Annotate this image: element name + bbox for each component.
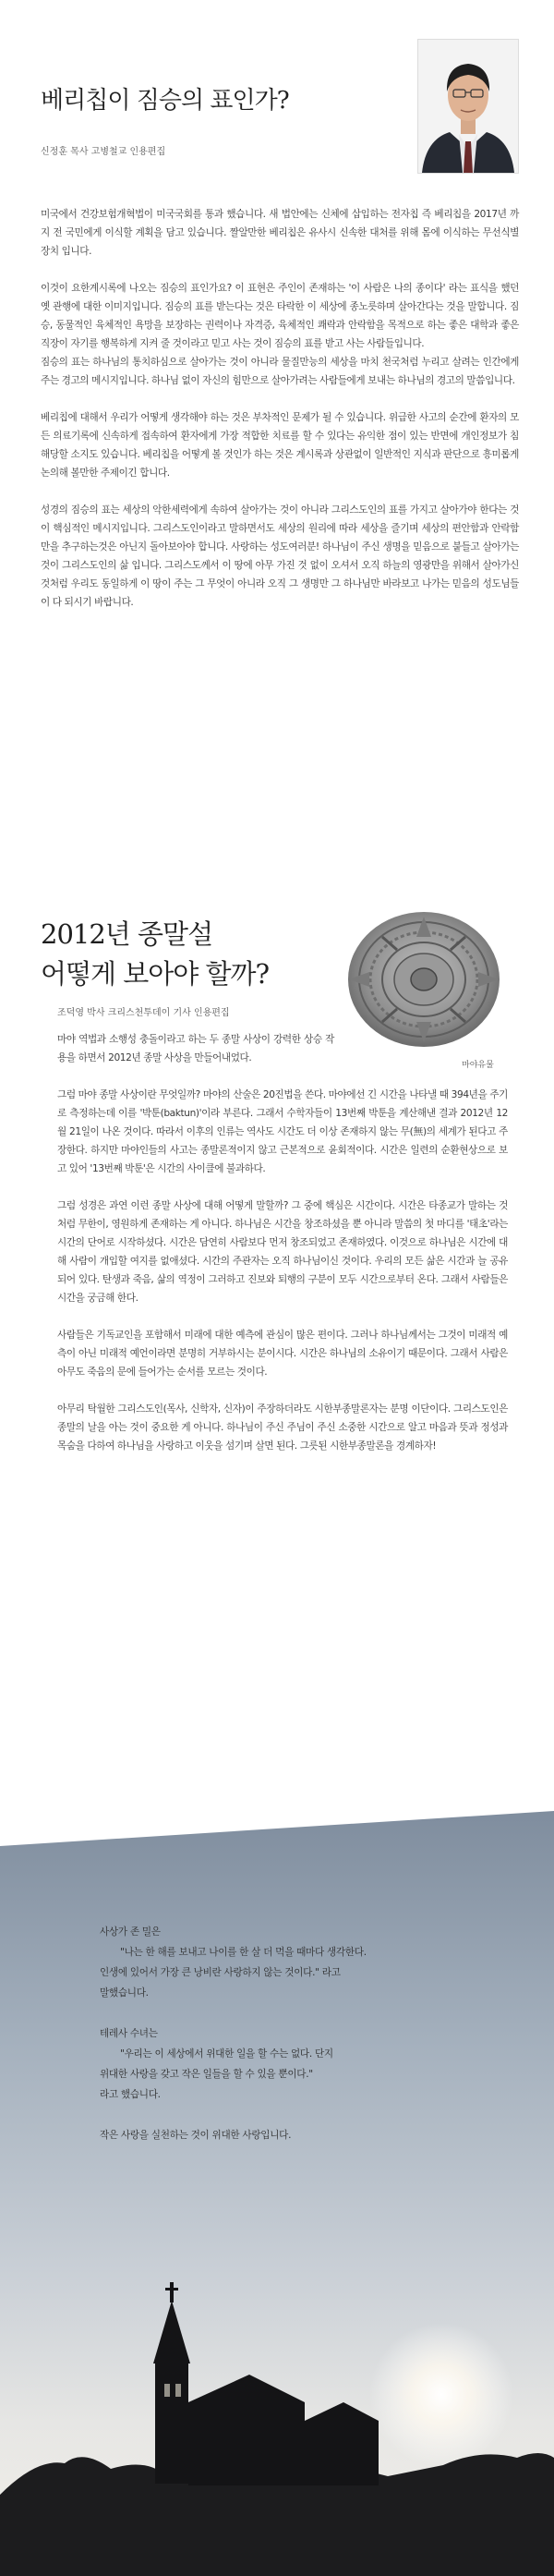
- quote-line: 라고 했습니다.: [100, 2089, 161, 2100]
- quote-text: [100, 1922, 432, 2145]
- article-title: 베리칩이 짐승의 표인가?: [41, 87, 289, 115]
- paragraph: 아무리 탁월한 그리스도인(목사, 신학자, 신자)이 주장하더라도 시한부종말론자는 분명 이단이다. 그리스도인은 종말의 날을 아는 것이 중요한 게 아니다. 하나님이 주신 주님이 주신 소중한 시간으로 알고 마음과 뜻과 정성과 목숨을 다하여 하나님을 사랑하고 이웃을 섬기며 살면 된다. 그릇된 시한부종말론을 경계하자!: [57, 1403, 508, 1452]
- paragraph: 성경의 짐승의 표는 세상의 악한세력에게 속하여 살아가는 것이 아니라 그리스도인의 표를 가지고 살아가야 한다는 것이 핵심적인 메시지입니다. 그리스도인이라고 말하면서도 세상의 원리에 따라 세상을 즐기며 세상의 편안함과 안락함만을 추구하는것은 아닌지 돌아보아야 합니다. 사랑하는 성도여러분! 하나님이 주신 생명을 믿음으로 붙들고 살아가는 것이 그리스도인의 삶 입니다. 그리스도께서 이 땅에 아무 가진 것 없이 오셔서 오직 하늘의 영광만을 위해서 살아가신 것처럼 우리도 동일하게 이 땅이 주는 그 무엇이 아니라 오직 그 생명만 그 하나님만 바라보고 나가는 믿음의 성도님들이 다 되시기 바랍니다.: [41, 504, 519, 608]
- title-line-2: 어떻게 보아야 할까?: [41, 958, 270, 990]
- quote-line: 테레사 수녀는: [100, 2028, 158, 2039]
- article-veri-chip: [0, 0, 554, 832]
- quote-line: "나는 한 해를 보내고 나이를 한 살 더 먹을 때마다 생각한다.: [120, 1947, 367, 1958]
- quote-line: "우리는 이 세상에서 위대한 일을 할 수는 없다. 단지: [120, 2048, 333, 2060]
- mayan-calendar-stone-image: [345, 909, 502, 1050]
- paragraph: 미국에서 건강보험개혁법이 미국국회를 통과 했습니다. 새 법안에는 신체에 삽입하는 전자칩 즉 베리칩을 2017년 까지 전 국민에게 이식할 계획을 담고 있습니다. 짤알만한 베리칩은 유사시 신속한 대처를 위해 몸에 이식하는 무선식별장치 입니다.: [41, 209, 519, 257]
- quote-line: 인생에 있어서 가장 큰 낭비란 사랑하지 않는 것이다." 라고: [100, 1967, 341, 1978]
- article-title: [41, 915, 269, 994]
- image-caption: 마야유물: [462, 1061, 494, 1070]
- article-body: [41, 205, 519, 630]
- quote-line: 말했습니다.: [100, 1987, 149, 1999]
- article-byline: 신정훈 목사 고병철교 인용편집: [41, 147, 166, 157]
- paragraph: 그럼 마야 종말 사상이란 무엇일까? 마야의 산술은 20진법을 쓴다. 마야에선 긴 시간을 나타낼 때 394년을 주기로 측정하는데 이를 '박툰(baktun)'이라 부른다. 그래서 수학자들이 13번째 박툰을 계산해낸 결과 2012년 12월 21일이 나온 것이다. 따라서 이후의 인류는 역사도 시간도 더 이상 존재하지 않는 무(無)의 세계가 된다고 주장한다. 하지만 마야인들의 사고는 종말론적이지 않고 근본적으로 윤회적이다. 시간은 일련의 순환현상으로 보고 있어 '13번째 박툰'은 시간의 사이클에 불과하다.: [57, 1089, 508, 1174]
- quote-sky-panel: [0, 1811, 554, 2576]
- paragraph: 이것이 요한계시록에 나오는 짐승의 표인가요? 이 표현은 주인이 존재하는 '이 사람은 나의 종이다' 라는 표식을 했던 옛 관행에 대한 이미지입니다. 짐승의 표를 받는다는 것은 타락한 이 세상에 종노릇하며 살아간다는 것을 말합니다. 짐승, 동물적인 육체적인 욕망을 보장하는 권력이나 자격증, 육체적인 쾌락과 안락함을 목적으로 하는 좋은 대학과 좋은 직장이 자기를 행복하게 지켜 줄 것이라고 믿고 사는 것이 짐승의 표를 받고 사는 사람들입니다.: [41, 283, 519, 349]
- title-line-1: 2012년 종말설: [41, 918, 213, 950]
- quote-line: 사상가 존 밀은: [100, 1926, 161, 1938]
- article-body: [57, 1030, 508, 1474]
- author-photo: [417, 39, 519, 174]
- paragraph: 마야 역법과 소행성 충돌이라고 하는 두 종말 사상이 강력한 상승 작용을 하면서 2012년 종말 사상을 만들어내었다.: [57, 1034, 334, 1063]
- article-2012-doomsday: [0, 869, 554, 1700]
- paragraph: 베리칩에 대해서 우리가 어떻게 생각해야 하는 것은 부차적인 문제가 될 수 있습니다. 위급한 사고의 순간에 환자의 모든 의료기록에 신속하게 접속하여 환자에게 가장 적합한 치료를 할 수 있다는 유익한 점이 있는 반면에 개인정보가 침해당할 소지도 있습니다. 베리칩을 어떻게 볼 것인가 하는 것은 계시록과 상관없이 일반적인 지식과 판단으로 흥미롭게 논의해 볼만한 주제이긴 합니다.: [41, 412, 519, 479]
- article-byline: 조덕영 박사 크리스천투데이 기사 인용편집: [57, 1008, 230, 1018]
- quote-line: 작은 사랑을 실천하는 것이 위대한 사랑입니다.: [100, 2130, 292, 2141]
- paragraph: 짐승의 표는 하나님의 통치하심으로 살아가는 것이 아니라 물질만능의 세상을 마치 천국처럼 누리고 살려는 인간에게 주는 경고의 메시지입니다. 하나님 없이 자신의 힘만으로 살아가려는 사람들에게 보내는 하나님의 경고의 말씀입니다.: [41, 357, 519, 386]
- paragraph: 그럼 성경은 과연 이런 종말 사상에 대해 어떻게 말할까? 그 중에 핵심은 시간이다. 시간은 타종교가 말하는 것처럼 무한이, 영원하게 존재하는 게 아니다. 하나님은 시간을 창조하셨을 뿐 아니라 말씀의 첫 마디를 '태초'라는 시간의 단어로 시작하셨다. 시간은 담연히 사람보다 먼저 창조되었고 존재하였다. 이것으로 하나님은 시간에 대해 사람이 개입할 여지를 없애셨다. 시간의 주관자는 오직 하나님이신 것이다. 우리의 모든 삶은 시간과 늘 공유되어 있다. 탄생과 죽음, 삶의 역정이 그러하고 진보와 퇴행의 구분이 모두 시간으로부터 온다. 그래서 사람들은 시간을 궁금해 한다.: [57, 1200, 508, 1304]
- quote-line: 위대한 사랑을 갖고 작은 일들을 할 수 있을 뿐이다.": [100, 2069, 313, 2080]
- paragraph: 사람들은 기독교인을 포함해서 미래에 대한 예측에 관심이 많은 편이다. 그러나 하나님께서는 그것이 미래적 예측이 아닌 미래적 예언이라면 분명히 거부하시는 분이시다. 시간은 하나님의 소유이기 때문이다. 그래서 사람은 아무도 죽음의 문에 들어가는 순서를 모르는 것이다.: [57, 1330, 508, 1378]
